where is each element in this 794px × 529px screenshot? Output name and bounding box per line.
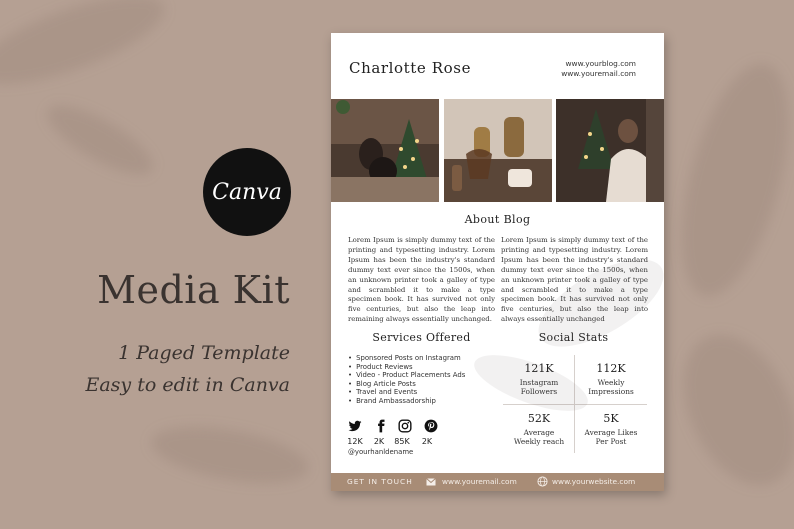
footer-website[interactable]: www.yourwebsite.com: [552, 477, 636, 486]
stat-label: [575, 428, 647, 446]
promo-title: Media Kit: [97, 268, 290, 312]
envelope-icon: [426, 478, 436, 486]
list-item: • Travel and Events: [348, 388, 465, 397]
photo-strip: [331, 99, 664, 202]
header-contact: [561, 59, 636, 79]
background-leaf-shadow: [661, 316, 794, 503]
twitter-icon[interactable]: [348, 419, 362, 433]
facebook-count: 2K: [373, 437, 385, 446]
stat-label-line: Weekly: [597, 378, 625, 387]
background-leaf-shadow: [147, 416, 313, 493]
photo-coffee-machine: [444, 99, 552, 202]
twitter-count: 12K: [347, 437, 363, 446]
stat-label-line: Per Post: [595, 437, 627, 447]
email-url: www.youremail.com: [561, 69, 636, 78]
list-item: • Sponsored Posts on Instagram: [348, 354, 465, 363]
stat-label-line: Followers: [520, 387, 558, 397]
instagram-count: 85K: [394, 437, 410, 446]
services-list: [348, 354, 465, 406]
stat-value: 112K: [596, 362, 626, 375]
photo-couple-christmas-tree: [331, 99, 439, 202]
stat-value: 5K: [603, 412, 619, 425]
background-leaf-shadow: [0, 0, 174, 102]
promo-subtitle-pages: 1 Paged Template: [118, 342, 290, 364]
stat-label: [503, 378, 575, 396]
about-blog-title: About Blog: [464, 213, 531, 226]
stat-value: 121K: [524, 362, 554, 375]
list-item: • Video - Product Placements Ads: [348, 371, 465, 380]
promo-subtitle-editing: Easy to edit in Canva: [85, 374, 290, 396]
globe-icon: [537, 476, 548, 487]
social-icons-row: [348, 419, 448, 435]
list-item: • Blog Article Posts: [348, 380, 465, 389]
stat-average-likes: [575, 405, 647, 454]
footer-bar: [331, 473, 664, 491]
instagram-icon[interactable]: [398, 419, 412, 433]
list-item: • Brand Ambassadorship: [348, 397, 465, 406]
about-text-right: Lorem Ipsum is simply dummy text of the printing and typesetting industry. Lorem Ipsum has been the industry's standard dummy text ever since the 1500s, when an unknown printer took a galley of type and scrambled it to make a type specimen book. It has survived not only five centuries, but also the leap into always essentially unchanged: [501, 236, 648, 324]
social-stats-title: Social Stats: [538, 331, 609, 344]
stat-weekly-impressions: [575, 355, 647, 404]
stat-label-line: Average Likes: [584, 428, 638, 437]
photo-woman-christmas-lights: [556, 99, 664, 202]
stat-label-line: Average: [523, 428, 555, 437]
background-leaf-shadow: [38, 93, 162, 188]
services-title: Services Offered: [372, 331, 471, 344]
list-item: • Product Reviews: [348, 363, 465, 372]
stat-value: 52K: [527, 412, 551, 425]
media-kit-document: [331, 33, 664, 491]
social-stats-grid: [503, 355, 647, 453]
stat-label-line: Instagram: [519, 378, 559, 387]
stat-label: [503, 428, 575, 446]
footer-email[interactable]: www.youremail.com: [442, 477, 517, 486]
social-handle: @yourhanldename: [348, 448, 414, 456]
about-text-left: Lorem Ipsum is simply dummy text of the printing and typesetting industry. Lorem Ipsum has been the industry's standard dummy text ever since the 1500s, when an unknown printer took a galley of type and scrambled it to make a type specimen book. It has survived not only five centuries, but also the leap into remaining always essentially unchanged.: [348, 236, 495, 324]
background-leaf-shadow: [660, 52, 794, 307]
stat-label-line: Impressions: [588, 387, 634, 397]
stats-divider-horizontal: [503, 404, 647, 405]
pinterest-count: 2K: [421, 437, 433, 446]
stat-label: [575, 378, 647, 396]
pinterest-icon[interactable]: [424, 419, 438, 433]
get-in-touch-label: GET IN TOUCH: [347, 477, 413, 486]
blogger-name: Charlotte Rose: [349, 59, 472, 77]
facebook-icon[interactable]: [374, 419, 388, 433]
blog-url: www.yourblog.com: [565, 59, 636, 68]
stat-label-line: Weekly reach: [513, 437, 565, 447]
stat-instagram-followers: [503, 355, 575, 404]
canva-logo-badge: Canva: [203, 148, 291, 236]
stat-weekly-reach: [503, 405, 575, 454]
